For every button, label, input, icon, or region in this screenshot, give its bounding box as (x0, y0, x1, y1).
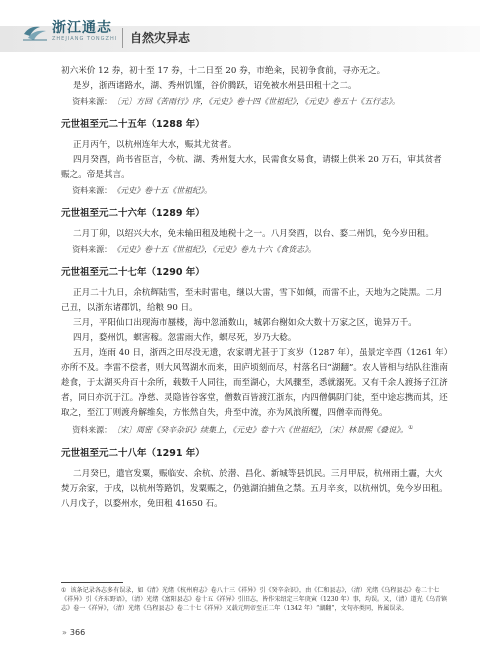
source-label: 资料来源： (72, 97, 113, 106)
source-text: 〔元〕方回《苦雨行》序，《元史》卷十四《世祖纪》，《元史》卷五十《五行志》。 (112, 97, 401, 106)
year-heading: 元世祖至元二十七年（1290 年） (61, 267, 205, 278)
paragraph: 二月丁卯，以绍兴大水，免未输田租及地税十之一。八月癸酉，以台、婺二州饥，免今岁田租。 (73, 229, 434, 239)
brand (52, 20, 117, 43)
footnote-ref: ① (408, 425, 414, 431)
paragraph: 三月，平阳仙口出现海市蜃楼，海中忽涌数山，城郭台榭如众大数十万家之区，诡异万千。 (73, 318, 417, 328)
footnote (61, 586, 449, 613)
page-arrow-icon: » (62, 628, 67, 637)
source-text: 《元史》卷十五《世祖纪》，《元史》卷九十六《食货志》。 (112, 245, 317, 254)
source-citation (72, 242, 449, 257)
brand-subtitle: ZHEJIANG TONGZHI (52, 36, 118, 42)
source-text: 《元史》卷十五《世祖纪》。 (112, 186, 213, 195)
source-citation (72, 94, 449, 109)
page-number: 366 (69, 628, 86, 637)
paragraph: 二月癸巳，遣官发粟，赈临安、余杭、於潜、昌化、新城等县饥民。三月甲辰，杭州雨土霾，大火焚万余家，于戌，以杭州等路饥，发粟赈之，仍弛湖泊捕鱼之禁。五月辛亥，以杭州饥，免今岁田租。八月戊子，以婺州水，免田租 41650 石。 (61, 468, 448, 509)
year-heading: 元世祖至元二十五年（1288 年） (61, 119, 205, 130)
footnote-mark: ① (61, 587, 67, 594)
source-label: 资料来源： (72, 245, 113, 254)
main-content (61, 64, 449, 512)
brand-name: 浙江通志 (52, 20, 112, 36)
section-title: 自然灾异志 (130, 31, 191, 45)
paragraph: 四月癸酉，尚书省臣言，今杭、湖、秀州复大水，民需食女易食，请辍上供米 20 万石，审其贫者赈之。帝是其言。 (61, 155, 442, 180)
source-text: 〔宋〕周密《癸辛杂识》续集上，《元史》卷十六《世祖纪》，〔宋〕林景熙《叠说》。 (112, 425, 409, 435)
page-number-area (62, 628, 85, 637)
paragraph: 初六米价 12 券，初十至 17 券，十二日至 20 券，市绝籴，民初争食前，寻亦无之。 (61, 66, 386, 76)
source-citation (72, 183, 449, 198)
paragraph: 四月，婺州饥，螟害稼。忽雷雨大作，螟尽死，岁乃大稔。 (73, 333, 297, 343)
paragraph: 五月，连雨 40 日，浙西之田尽没无遗，农家谓尤甚于丁亥岁（1287 年），虽景定辛酉（1261 年）亦所不及。李雷不偿者，则大风驾湖水而来，田庐顷刻而尽，村落名曰“湖翻”。农人皆相与结队往淮南趁食，于太湖买舟百十余所，载数千人同往，而至湖心，大风骤至，悉就溺死。又有千余人渡扬子江济者，同日亦沉于江。净慈、灵隐皆谷客堂，僧数百皆渡江浙东，内四僧偶阴门徒，至中途忘携而其，还取之，至江丁则渡舟解维矣，方怅然自失，舟至中流，亦为风浪所覆，四僧幸而得免。 (61, 348, 449, 418)
source-label: 资料来源： (72, 186, 113, 195)
source-citation (72, 421, 449, 438)
paragraph: 正月二十九日，余杭辉陆雪，至未时雷电，继以大雷，雪下如倾，而雷不止，天地为之陡黑。二月己丑，以浙东诸郡饥，给粮 90 日。 (61, 288, 443, 313)
footnote-rule (61, 582, 123, 583)
header-divider (122, 28, 123, 48)
brand-logo-icon (22, 18, 48, 44)
source-label: 资料来源： (72, 425, 113, 435)
paragraph: 正月丙午，以杭州连年大水，赈其尤贫者。 (73, 140, 237, 150)
year-heading: 元世祖至元二十八年（1291 年） (61, 447, 205, 459)
footnote-text: 该条记录各志多有误录，如《清》光绪《杭州府志》卷八十三《祥异》引《癸辛杂识》，由《仁和县志》，（清）光绪《乌程县志》卷二十七《祥异》引《齐东野语》，（清）光绪《富阳县志》卷十五《祥异》引旧志，皆作宋绍定三年庚寅（1230 年）事，均误。又，（清）道光《乌青镇志》卷一《祥异》，（清）光绪《乌程县志》卷二十七《祥异》又载元明帝至正二年（1342 年）“湖翻”，文句亦类同，皆属误录。 (61, 587, 448, 612)
year-heading: 元世祖至元二十六年（1289 年） (61, 208, 205, 219)
page-header (0, 0, 480, 58)
paragraph: 是岁，浙西诸路水，湖、秀州饥馑，谷价腾跃，诏免被水州县田租十之二。 (73, 81, 357, 91)
